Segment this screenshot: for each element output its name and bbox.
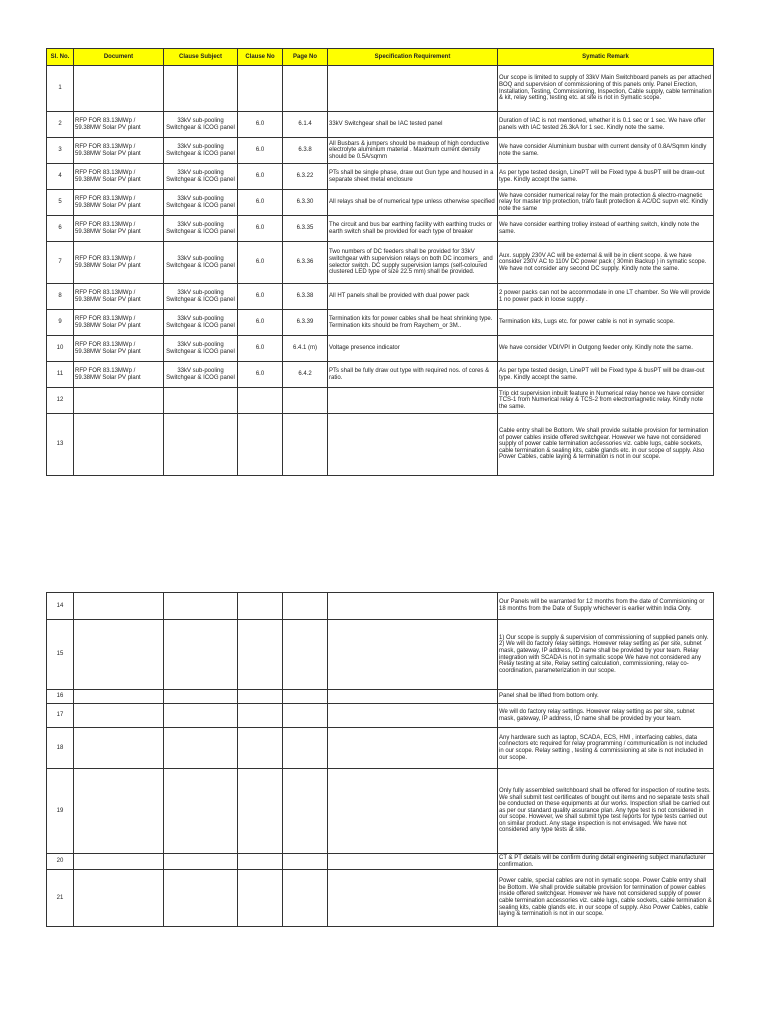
cell-page: 6.3.38 — [283, 284, 328, 310]
cell-page — [283, 854, 328, 870]
table-row — [47, 112, 714, 138]
cell-doc — [74, 769, 164, 854]
cell-remark: 1) Our scope is supply & supervision of commissioning of supplied panels only. 2) We will do factory relay settings. However relay setting as per site, subnet mask, gateway, IP address, ID name shall be provided by your team. Relay integration with SCADA is not in symatic scope We have not considered any Relay testing at site, Relay setting calculation, commissioning, relay co-coordination, parameterization in our scope. — [498, 620, 714, 690]
cell-page — [283, 620, 328, 690]
table-row — [47, 362, 714, 388]
cell-page — [283, 769, 328, 854]
cell-subject: 33kV sub-pooling Switchgear & ICOG panel — [164, 138, 238, 164]
header-document: Document — [74, 49, 164, 66]
cell-sl: 16 — [47, 690, 74, 704]
table-row — [47, 769, 714, 854]
table-row — [47, 190, 714, 216]
cell-spec: 33kV Switchgear shall be IAC tested panel — [328, 112, 498, 138]
cell-remark: We will do factory relay settings. However relay setting as per site, subnet mask, gateway, IP address, ID name shall be provided by your team. — [498, 704, 714, 728]
cell-spec — [328, 690, 498, 704]
cell-page: 6.1.4 — [283, 112, 328, 138]
cell-remark: Our Panels will be warranted for 12 months from the date of Commisioning or 18 months from the Date of Supply whichever is earlier within India Only. — [498, 593, 714, 620]
cell-spec: PTs shall be fully draw out type with required nos. of cores & ratio. — [328, 362, 498, 388]
cell-page: 6.4.1 (m) — [283, 336, 328, 362]
cell-sl: 18 — [47, 728, 74, 769]
cell-sl: 7 — [47, 242, 74, 284]
cell-remark: As per type tested design, LinePT will be Fixed type & busPT will be draw-out type. Kindly accept the same. — [498, 164, 714, 190]
table-row — [47, 164, 714, 190]
header-sl-no: Sl. No. — [47, 49, 74, 66]
cell-page: 6.3.36 — [283, 242, 328, 284]
cell-sl: 8 — [47, 284, 74, 310]
cell-subject: 33kV sub-pooling Switchgear & ICOG panel — [164, 242, 238, 284]
header-clause-no: Clause No — [238, 49, 283, 66]
table-row — [47, 388, 714, 414]
cell-doc — [74, 388, 164, 414]
cell-spec — [328, 388, 498, 414]
cell-doc: RFP FOR 83.13MWp / 59.38MW Solar PV plant — [74, 164, 164, 190]
header-clause-subject: Clause Subject — [164, 49, 238, 66]
cell-sl: 17 — [47, 704, 74, 728]
cell-subject — [164, 593, 238, 620]
cell-page — [283, 704, 328, 728]
cell-clause: 6.0 — [238, 336, 283, 362]
cell-spec: All HT panels shall be provided with dual power pack — [328, 284, 498, 310]
cell-sl: 10 — [47, 336, 74, 362]
cell-remark: As per type tested design, LinePT will be Fixed type & busPT will be draw-out type. Kindly accept the same. — [498, 362, 714, 388]
cell-spec — [328, 728, 498, 769]
cell-sl: 21 — [47, 870, 74, 927]
cell-sl: 12 — [47, 388, 74, 414]
cell-remark: Panel shall be lifted from bottom only. — [498, 690, 714, 704]
cell-remark: Only fully assembled switchboard shall be offered for inspection of routine tests. We shall submit test certificates of bought out items and no separate tests shall be conducted on these equipments at our works. Inspection shall be carried out as per our standard quality assurance plan. Any type test is not considered in our scope. However, we shall submit type test reports for type tests carried out on similar product. Any stage inspection is not envisaged. We have not considered any type tests at site. — [498, 769, 714, 854]
cell-doc — [74, 854, 164, 870]
cell-sl: 20 — [47, 854, 74, 870]
cell-doc: RFP FOR 83.13MWp / 59.38MW Solar PV plant — [74, 138, 164, 164]
cell-subject: 33kV sub-pooling Switchgear & ICOG panel — [164, 216, 238, 242]
cell-subject: 33kV sub-pooling Switchgear & ICOG panel — [164, 190, 238, 216]
cell-doc — [74, 870, 164, 927]
cell-page: 6.3.30 — [283, 190, 328, 216]
cell-spec — [328, 620, 498, 690]
table-row — [47, 690, 714, 704]
table-row — [47, 854, 714, 870]
cell-spec: All Busbars & jumpers should be madeup of high conductive electrolyte aluminium material . Maximum current density should be 0.5A/sqmm — [328, 138, 498, 164]
cell-spec: Termination kits for power cables shall be heat shrinking type. Termination kits should be from Raychem_or 3M.. — [328, 310, 498, 336]
table-row — [47, 620, 714, 690]
cell-clause: 6.0 — [238, 284, 283, 310]
cell-doc: RFP FOR 83.13MWp / 59.38MW Solar PV plant — [74, 190, 164, 216]
cell-doc: RFP FOR 83.13MWp / 59.38MW Solar PV plant — [74, 336, 164, 362]
cell-clause: 6.0 — [238, 310, 283, 336]
cell-doc — [74, 704, 164, 728]
cell-sl: 1 — [47, 66, 74, 112]
cell-spec — [328, 769, 498, 854]
cell-remark: We have consider Aluminium busbar with current density of 0.8A/Sqmm kindly note the same. — [498, 138, 714, 164]
cell-page — [283, 414, 328, 476]
header-specification-requirement: Specification Requirement — [328, 49, 498, 66]
cell-spec: PTs shall be single phase, draw out Gun type and housed in a separate sheet metal enclosure — [328, 164, 498, 190]
cell-clause — [238, 593, 283, 620]
cell-doc — [74, 414, 164, 476]
cell-doc: RFP FOR 83.13MWp / 59.38MW Solar PV plant — [74, 216, 164, 242]
table-row — [47, 138, 714, 164]
cell-subject — [164, 690, 238, 704]
cell-remark: We have consider VDI/VPI in Outgong feeder only. Kindly note the same. — [498, 336, 714, 362]
cell-sl: 9 — [47, 310, 74, 336]
cell-spec: All relays shall be of numerical type unless otherwise specified — [328, 190, 498, 216]
cell-doc — [74, 66, 164, 112]
cell-sl: 19 — [47, 769, 74, 854]
cell-remark: Termination kits, Lugs etc. for power cable is not in symatic scope. — [498, 310, 714, 336]
spec-table-lower — [46, 592, 714, 927]
cell-remark: Duration of IAC is not mentioned, whether it is 0.1 sec or 1 sec. We have offer panels with IAC tested 26.3kA for 1 sec. Kindly note the same. — [498, 112, 714, 138]
table-row — [47, 593, 714, 620]
cell-remark: Aux. supply 230V AC will be external & will be in client scope. & we have consider 230V AC to 110V DC power pack ( 30min Backup ) in symatic scope. We have not consider any second DC supply. Kindly note the same. — [498, 242, 714, 284]
cell-doc: RFP FOR 83.13MWp / 59.38MW Solar PV plant — [74, 310, 164, 336]
table-row — [47, 66, 714, 112]
table-row — [47, 310, 714, 336]
cell-remark: Trip ckt supervision inbuilt feature in Numerical relay hence we have consider TCS-1 from Numerical relay & TCS-2 from electromagnetic relay. Kindly note the same. — [498, 388, 714, 414]
cell-page — [283, 388, 328, 414]
cell-remark: We have consider numerical relay for the main protection & electro-magnetic relay for master trip protection, trafo fault protection & AC/DC supvn etc. Kindly note the same — [498, 190, 714, 216]
cell-doc: RFP FOR 83.13MWp / 59.38MW Solar PV plant — [74, 362, 164, 388]
cell-doc: RFP FOR 83.13MWp / 59.38MW Solar PV plant — [74, 284, 164, 310]
cell-sl: 4 — [47, 164, 74, 190]
cell-page: 6.3.22 — [283, 164, 328, 190]
cell-sl: 11 — [47, 362, 74, 388]
cell-clause: 6.0 — [238, 138, 283, 164]
cell-page — [283, 690, 328, 704]
cell-remark: We have consider earthing trolley instead of earthing switch, kindly note the same. — [498, 216, 714, 242]
cell-page: 6.4.2 — [283, 362, 328, 388]
cell-doc — [74, 690, 164, 704]
spec-table-upper — [46, 48, 714, 476]
cell-clause — [238, 414, 283, 476]
cell-page: 6.3.39 — [283, 310, 328, 336]
header-row — [47, 49, 714, 66]
cell-sl: 6 — [47, 216, 74, 242]
cell-spec: Two numbers of DC feeders shall be provided for 33kV switchgear with supervision relays on both DC incomers_ and selector switch. DC supply supervision lamps (self-coloured clustered LED type of size 22.5 mm) shall be provided. — [328, 242, 498, 284]
cell-clause — [238, 870, 283, 927]
cell-subject — [164, 388, 238, 414]
cell-clause: 6.0 — [238, 164, 283, 190]
cell-page — [283, 66, 328, 112]
cell-page: 6.3.35 — [283, 216, 328, 242]
table-row — [47, 414, 714, 476]
cell-subject — [164, 620, 238, 690]
header-symatic-remark: Symatic Remark — [498, 49, 714, 66]
table-row — [47, 728, 714, 769]
cell-sl: 14 — [47, 593, 74, 620]
cell-remark: Power cable, special cables are not in symatic scope. Power Cable entry shall be Bottom. We shall provide suitable provision for termination of power cables inside offered switchgear. However we have not considered supply of power cable termination accessories viz. cable lugs, cable sockets, cable termination & sealing kits, cable glands etc. in our scope of supply. Also Power Cables, cable laying & termination is not in our scope. — [498, 870, 714, 927]
cell-clause: 6.0 — [238, 216, 283, 242]
cell-clause — [238, 704, 283, 728]
cell-spec — [328, 66, 498, 112]
cell-clause: 6.0 — [238, 190, 283, 216]
cell-sl: 2 — [47, 112, 74, 138]
cell-subject: 33kV sub-pooling Switchgear & ICOG panel — [164, 362, 238, 388]
table-row — [47, 870, 714, 927]
cell-doc: RFP FOR 83.13MWp / 59.38MW Solar PV plant — [74, 242, 164, 284]
cell-remark: Any hardware such as laptop, SCADA, ECS, HMI , interfacing cables, data connectors etc required for relay programming / communication is not included in our scope. Relay setting , testing & commissioning at site is not included in our scope. — [498, 728, 714, 769]
cell-spec: The circuit and bus bar earthing facility with earthing trucks or earth switch shall be provided for each type of breaker — [328, 216, 498, 242]
cell-clause: 6.0 — [238, 242, 283, 284]
cell-page: 6.3.8 — [283, 138, 328, 164]
cell-clause: 6.0 — [238, 112, 283, 138]
cell-spec — [328, 593, 498, 620]
cell-remark: Our scope is limited to supply of 33kV Main Switchboard panels as per attached BOQ and supervision of commissioning of this panels only. Panel Erection, Installation, Testing, Commissioning, Inspection, Cable supply, cable termination & kit, relay setting, testing etc. at site is not in Symatic scope. — [498, 66, 714, 112]
cell-clause: 6.0 — [238, 362, 283, 388]
cell-subject — [164, 769, 238, 854]
cell-spec — [328, 704, 498, 728]
cell-page — [283, 593, 328, 620]
cell-clause — [238, 690, 283, 704]
cell-page — [283, 870, 328, 927]
cell-clause — [238, 854, 283, 870]
table-row — [47, 242, 714, 284]
cell-sl: 15 — [47, 620, 74, 690]
table-row — [47, 284, 714, 310]
cell-subject: 33kV sub-pooling Switchgear & ICOG panel — [164, 164, 238, 190]
cell-subject — [164, 66, 238, 112]
cell-remark: 2 power packs can not be accommodate in one LT chamber. So We will provide 1 no power pack in loose supply . — [498, 284, 714, 310]
table-row — [47, 216, 714, 242]
cell-page — [283, 728, 328, 769]
cell-remark: CT & PT details will be confirm during detail engineering subject manufacturer confirmation. — [498, 854, 714, 870]
cell-spec — [328, 870, 498, 927]
cell-subject — [164, 414, 238, 476]
cell-subject — [164, 704, 238, 728]
cell-spec — [328, 854, 498, 870]
cell-clause — [238, 388, 283, 414]
cell-clause — [238, 66, 283, 112]
cell-subject — [164, 854, 238, 870]
cell-sl: 3 — [47, 138, 74, 164]
cell-clause — [238, 620, 283, 690]
cell-subject: 33kV sub-pooling Switchgear & ICOG panel — [164, 112, 238, 138]
cell-sl: 5 — [47, 190, 74, 216]
cell-sl: 13 — [47, 414, 74, 476]
cell-subject: 33kV sub-pooling Switchgear & ICOG panel — [164, 310, 238, 336]
cell-subject: 33kV sub-pooling Switchgear & ICOG panel — [164, 336, 238, 362]
cell-subject — [164, 728, 238, 769]
table-row — [47, 336, 714, 362]
cell-doc — [74, 620, 164, 690]
cell-subject — [164, 870, 238, 927]
cell-clause — [238, 728, 283, 769]
cell-doc — [74, 593, 164, 620]
cell-spec — [328, 414, 498, 476]
cell-clause — [238, 769, 283, 854]
table-row — [47, 704, 714, 728]
cell-spec: Voltage presence indicator — [328, 336, 498, 362]
header-page-no: Page No — [283, 49, 328, 66]
cell-doc: RFP FOR 83.13MWp / 59.38MW Solar PV plant — [74, 112, 164, 138]
cell-subject: 33kV sub-pooling Switchgear & ICOG panel — [164, 284, 238, 310]
cell-remark: Cable entry shall be Bottom. We shall provide suitable provision for termination of power cables inside offered switchgear. However we have not considered supply of power cable termination accessories viz. cable lugs, cable sockets, cable termination & sealing kits, cable glands etc. in our scope of supply. Also Power Cables, cable laying & termination is not in our scope. — [498, 414, 714, 476]
cell-doc — [74, 728, 164, 769]
